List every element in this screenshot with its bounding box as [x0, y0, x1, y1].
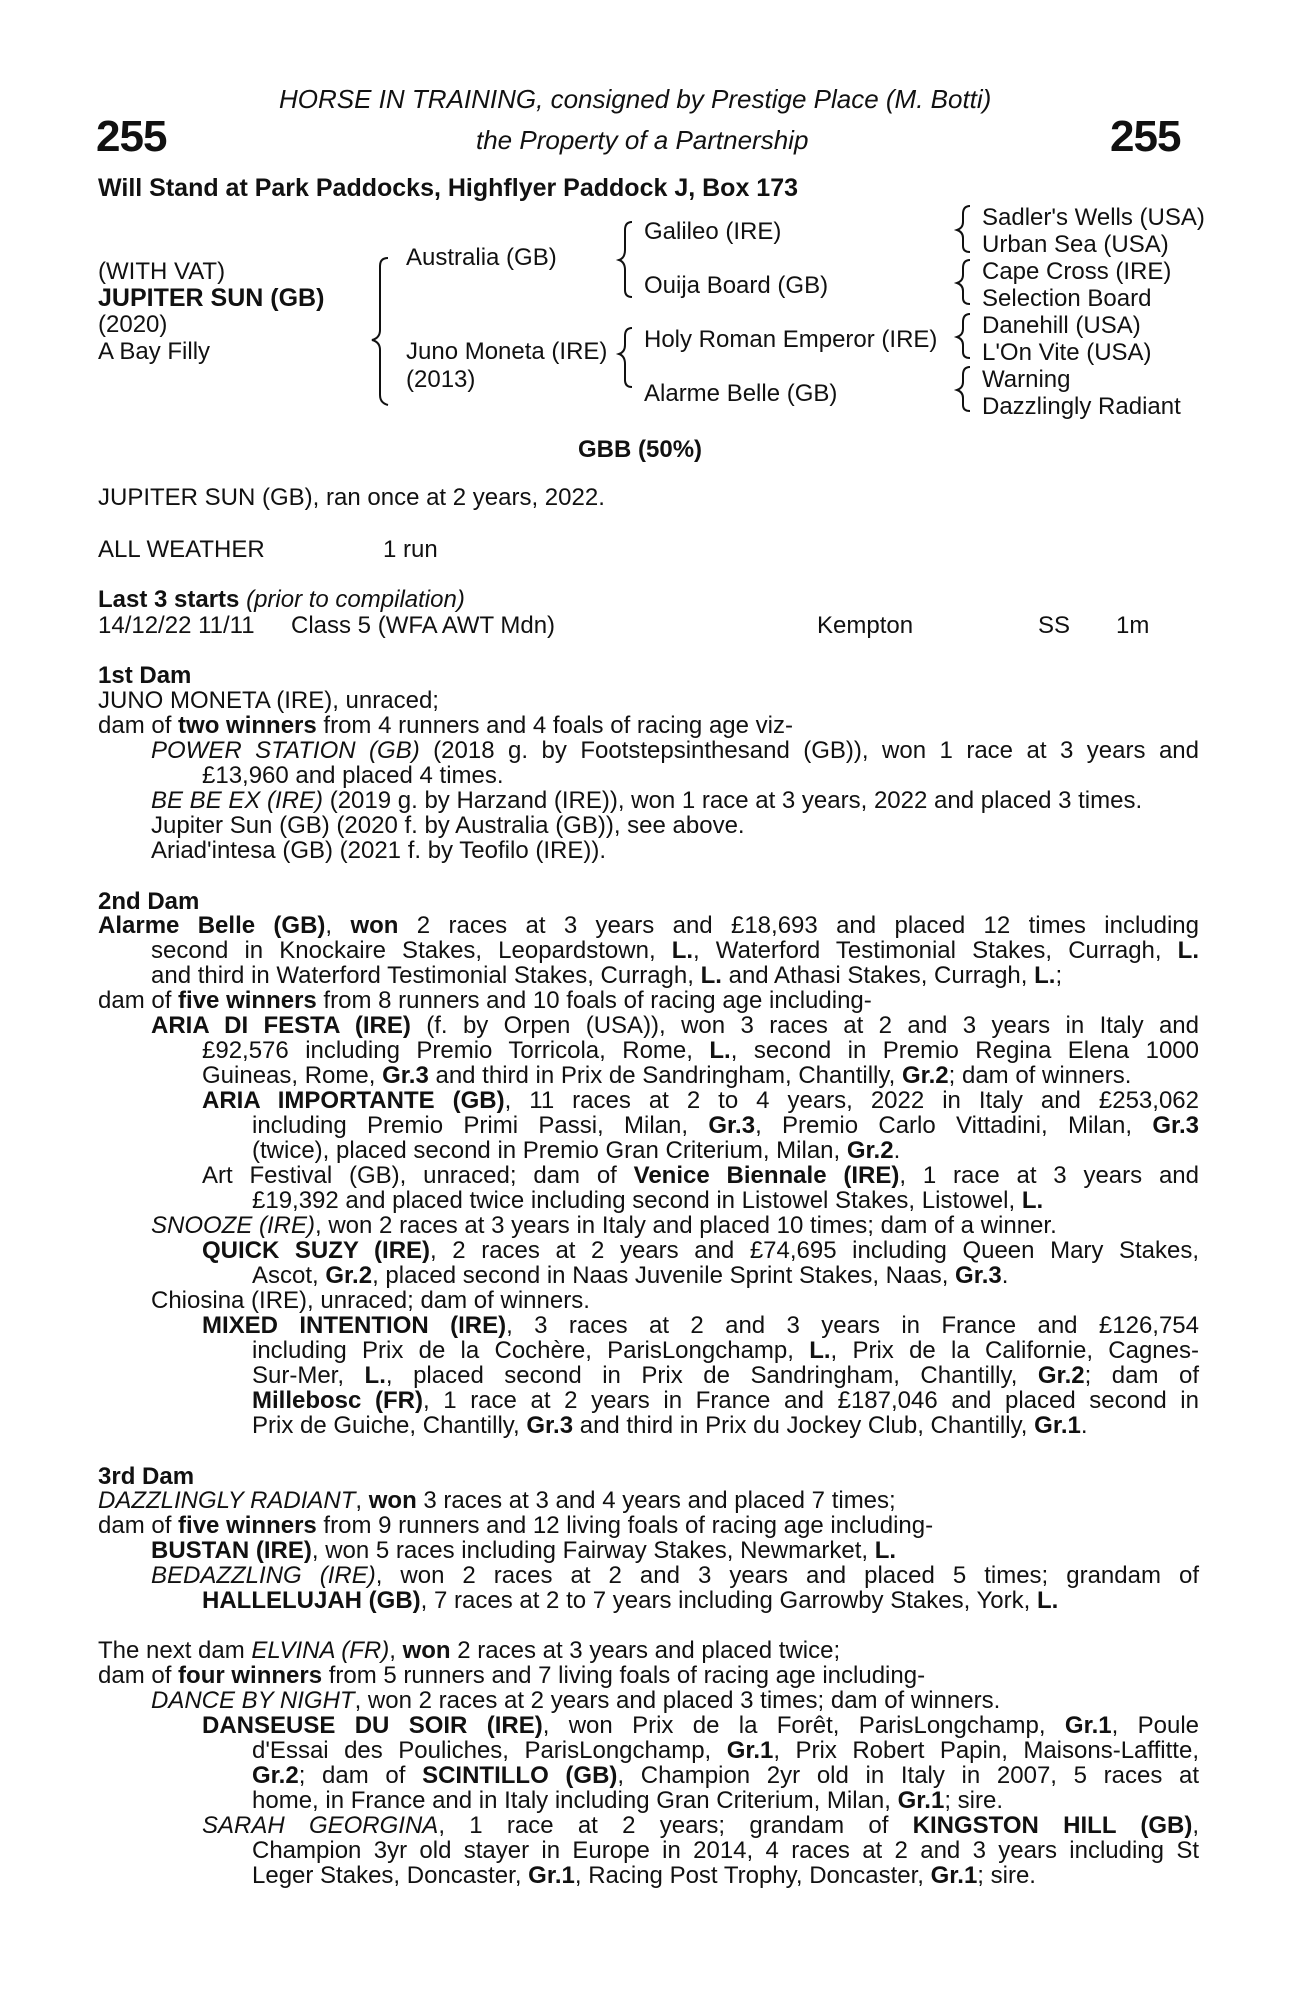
start-course: Kempton — [817, 612, 914, 639]
second-dam-line: ARIA DI FESTA (IRE) (f. by Orpen (USA)), won 3 races at 2 and 3 years in Italy and — [151, 1012, 1200, 1039]
second-dam-line: including Prix de la Cochère, ParisLongchamp, L., Prix de la Californie, Cagnes- — [252, 1337, 1199, 1364]
next-dam-line: dam of four winners from 5 runners and 7 living foals of racing age including- — [98, 1662, 926, 1689]
next-dam-line: home, in France and in Italy including Gran Criterium, Milan, Gr.1; sire. — [252, 1787, 1003, 1814]
horse-year: (2020) — [98, 311, 168, 338]
start-race: Class 5 (WFA AWT Mdn) — [291, 612, 556, 639]
horse-name: JUPITER SUN (GB) — [98, 284, 325, 312]
second-dam-line: dam of five winners from 8 runners and 10 foals of racing age including- — [98, 987, 872, 1014]
all-weather-label: ALL WEATHER — [98, 536, 265, 563]
all-weather-value: 1 run — [383, 536, 438, 563]
race-summary: JUPITER SUN (GB), ran once at 2 years, 2022. — [98, 484, 605, 511]
start-distance: 1m — [1116, 612, 1150, 639]
third-dam-line: DAZZLINGLY RADIANT, won 3 races at 3 and 4 years and placed 7 times; — [98, 1487, 896, 1514]
sire-sire: Galileo (IRE) — [644, 218, 782, 245]
second-dam-line: QUICK SUZY (IRE), 2 races at 2 years and £74,695 including Queen Mary Stakes, — [202, 1237, 1200, 1264]
next-dam-line: Champion 3yr old stayer in Europe in 2014, 4 races at 2 and 3 years including St — [252, 1837, 1199, 1864]
gen3-1: Sadler's Wells (USA) — [982, 204, 1205, 231]
last-starts-title: Last 3 starts — [98, 586, 240, 613]
second-dam-line: Sur-Mer, L., placed second in Prix de Sandringham, Chantilly, Gr.2; dam of — [252, 1362, 1200, 1389]
lot-number-left: 255 — [96, 112, 167, 161]
next-dam-line: DANSEUSE DU SOIR (IRE), won Prix de la Forêt, ParisLongchamp, Gr.1, Poule — [202, 1712, 1199, 1739]
gen3-2: Urban Sea (USA) — [982, 231, 1169, 258]
property-line: the Property of a Partnership — [476, 125, 809, 155]
dam-dam: Alarme Belle (GB) — [644, 380, 838, 407]
second-dam-heading: 2nd Dam — [98, 888, 200, 915]
second-dam-line: Guineas, Rome, Gr.3 and third in Prix de Sandringham, Chantilly, Gr.2; dam of winners. — [202, 1062, 1132, 1089]
gen3-6: L'On Vite (USA) — [982, 339, 1152, 366]
second-dam-line: £92,576 including Premio Torricola, Rome, L., second in Premio Regina Elena 1000 — [202, 1037, 1199, 1064]
second-dam-line: Prix de Guiche, Chantilly, Gr.3 and third in Prix du Jockey Club, Chantilly, Gr.1. — [252, 1412, 1088, 1439]
second-dam-line: Ascot, Gr.2, placed second in Naas Juvenile Sprint Stakes, Naas, Gr.3. — [252, 1262, 1009, 1289]
first-dam-line: BE BE EX (IRE) (2019 g. by Harzand (IRE)), won 1 race at 3 years, 2022 and placed 3 times. — [151, 787, 1143, 814]
second-dam-line: including Premio Primi Passi, Milan, Gr.3, Premio Carlo Vittadini, Milan, Gr.3 — [252, 1112, 1200, 1139]
second-dam-line: ARIA IMPORTANTE (GB), 11 races at 2 to 4 years, 2022 in Italy and £253,062 — [202, 1087, 1199, 1114]
gen3-8: Dazzlingly Radiant — [982, 393, 1181, 420]
sire: Australia (GB) — [406, 244, 557, 271]
next-dam-line: Leger Stakes, Doncaster, Gr.1, Racing Post Trophy, Doncaster, Gr.1; sire. — [252, 1862, 1036, 1889]
first-dam-line: dam of two winners from 4 runners and 4 foals of racing age viz- — [98, 712, 793, 739]
first-dam-line: POWER STATION (GB) (2018 g. by Footstepsinthesand (GB)), won 1 race at 3 years and — [151, 737, 1199, 764]
gen3-4: Selection Board — [982, 285, 1152, 312]
last-starts-note: (prior to compilation) — [246, 586, 465, 613]
second-dam-line: £19,392 and placed twice including second in Listowel Stakes, Listowel, L. — [252, 1187, 1044, 1214]
vat-label: (WITH VAT) — [98, 258, 226, 285]
next-dam-line: The next dam ELVINA (FR), won 2 races at 3 years and placed twice; — [98, 1637, 841, 1664]
third-dam-line: dam of five winners from 9 runners and 12 living foals of racing age including- — [98, 1512, 934, 1539]
third-dam-line: BUSTAN (IRE), won 5 races including Fairway Stakes, Newmarket, L. — [151, 1537, 897, 1564]
second-dam-line: Alarme Belle (GB), won 2 races at 3 years and £18,693 and placed 12 times including — [98, 912, 1199, 939]
first-dam-line: Ariad'intesa (GB) (2021 f. by Teofilo (IRE)). — [151, 837, 606, 864]
second-dam-line: SNOOZE (IRE), won 2 races at 3 years in Italy and placed 10 times; dam of a winner. — [151, 1212, 1057, 1239]
next-dam-line: DANCE BY NIGHT, won 2 races at 2 years and placed 3 times; dam of winners. — [151, 1687, 1001, 1714]
second-dam-line: MIXED INTENTION (IRE), 3 races at 2 and 3 years in France and £126,754 — [202, 1312, 1200, 1339]
gen3-3: Cape Cross (IRE) — [982, 258, 1172, 285]
gen3-5: Danehill (USA) — [982, 312, 1141, 339]
last-starts-heading — [98, 586, 465, 614]
dam-year: (2013) — [406, 366, 476, 393]
dam: Juno Moneta (IRE) — [406, 338, 608, 365]
next-dam-line: d'Essai des Pouliches, ParisLongchamp, Gr.1, Prix Robert Papin, Maisons-Laffitte, — [252, 1737, 1199, 1764]
dam-sire: Holy Roman Emperor (IRE) — [644, 326, 938, 353]
sire-dam: Ouija Board (GB) — [644, 272, 829, 299]
start-date-pos: 14/12/22 11/11 — [98, 612, 255, 639]
second-dam-line: Chiosina (IRE), unraced; dam of winners. — [151, 1287, 590, 1314]
next-dam-line: SARAH GEORGINA, 1 race at 2 years; grandam of KINGSTON HILL (GB), — [202, 1812, 1199, 1839]
first-dam-line: Jupiter Sun (GB) (2020 f. by Australia (GB)), see above. — [151, 812, 745, 839]
third-dam-line: BEDAZZLING (IRE), won 2 races at 2 and 3 years and placed 5 times; grandam of — [151, 1562, 1199, 1589]
first-dam-line: JUNO MONETA (IRE), unraced; — [98, 687, 439, 714]
second-dam-line: second in Knockaire Stakes, Leopardstown, L., Waterford Testimonial Stakes, Curragh, L. — [151, 937, 1199, 964]
first-dam-heading: 1st Dam — [98, 662, 192, 689]
second-dam-line: Millebosc (FR), 1 race at 2 years in France and £187,046 and placed second in — [252, 1387, 1199, 1414]
third-dam-heading: 3rd Dam — [98, 1463, 195, 1490]
second-dam-line: and third in Waterford Testimonial Stakes, Curragh, L. and Athasi Stakes, Curragh, L.; — [151, 962, 1063, 989]
lot-number-right: 255 — [1110, 112, 1181, 161]
gen3-7: Warning — [982, 366, 1071, 393]
second-dam-line: Art Festival (GB), unraced; dam of Venice Biennale (IRE), 1 race at 3 years and — [202, 1162, 1199, 1189]
stand-location: Will Stand at Park Paddocks, Highflyer Paddock J, Box 173 — [98, 174, 798, 202]
gbb-percentage: GBB (50%) — [578, 436, 703, 463]
third-dam-line: HALLELUJAH (GB), 7 races at 2 to 7 years including Garrowby Stakes, York, L. — [202, 1587, 1059, 1614]
first-dam-line: £13,960 and placed 4 times. — [202, 762, 504, 789]
horse-description: A Bay Filly — [98, 338, 211, 365]
second-dam-line: (twice), placed second in Premio Gran Criterium, Milan, Gr.2. — [252, 1137, 901, 1164]
consignor-line: HORSE IN TRAINING, consigned by Prestige Place (M. Botti) — [279, 84, 992, 114]
next-dam-line: Gr.2; dam of SCINTILLO (GB), Champion 2yr old in Italy in 2007, 5 races at — [252, 1762, 1200, 1789]
start-going: SS — [1038, 612, 1071, 639]
